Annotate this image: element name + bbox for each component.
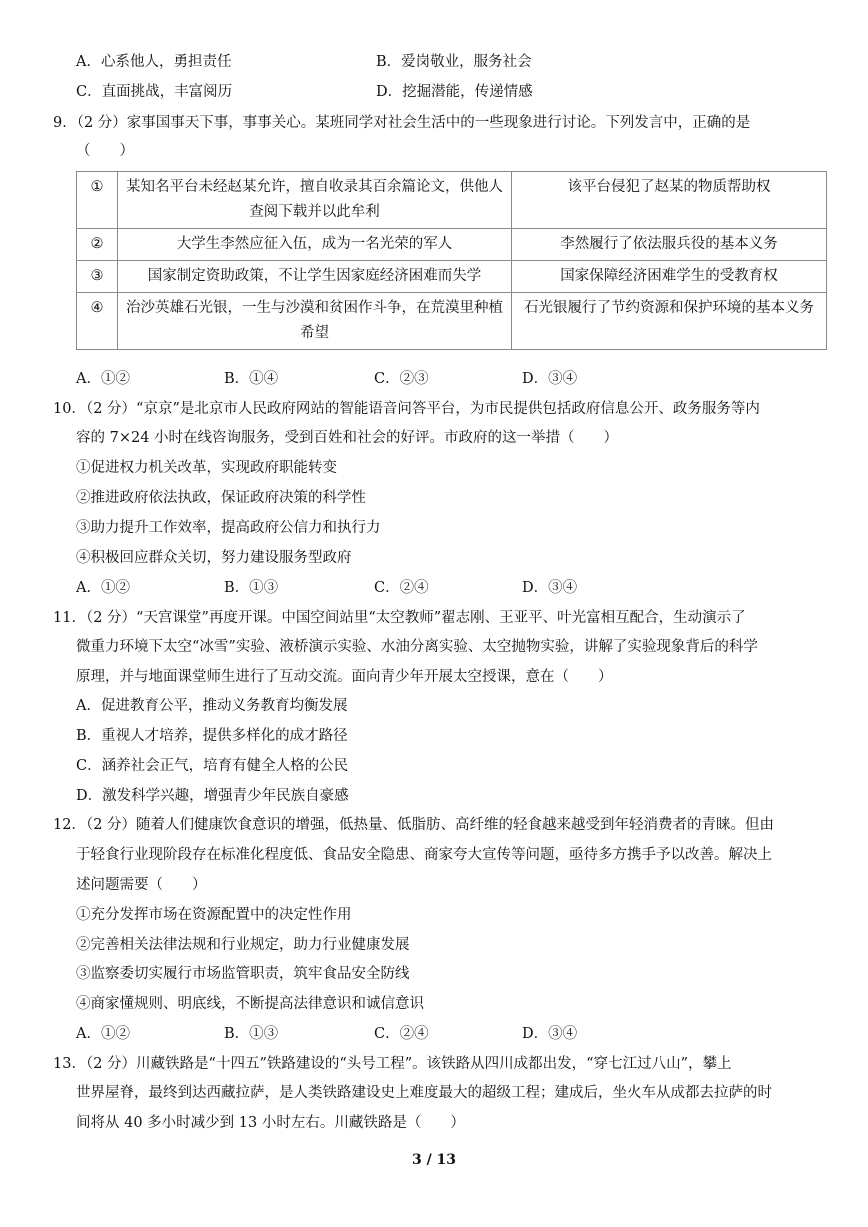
q10-item-3: ③助力提升工作效率，提高政府公信力和执行力 xyxy=(76,520,381,536)
table-cell-comment: 国家保障经济困难学生的受教育权 xyxy=(512,261,827,293)
table-cell-event: 国家制定资助政策，不让学生因家庭经济困难而失学 xyxy=(118,261,512,293)
table-cell-num: ④ xyxy=(77,293,118,350)
q10-option-c: C．②④ xyxy=(374,580,429,596)
option-a: A．心系他人，勇担责任 xyxy=(76,54,232,70)
q12-option-b: B．①③ xyxy=(224,1026,279,1042)
question-11-stem-line2: 微重力环境下太空“冰雪”实验、液桥演示实验、水油分离实验、太空抛物实验，讲解了实验现象背后的科学 xyxy=(76,639,758,655)
table-row xyxy=(77,261,827,293)
question-13-stem-line1: 13．（2 分）川藏铁路是“十四五”铁路建设的“头号工程”。该铁路从四川成都出发，“穿七江过八山”，攀上 xyxy=(53,1056,732,1072)
q9-option-d: D．③④ xyxy=(522,371,578,387)
table-row xyxy=(77,293,827,350)
table-cell-num: ③ xyxy=(77,261,118,293)
table-cell-event: 大学生李然应征入伍，成为一名光荣的军人 xyxy=(118,229,512,261)
question-12-stem-line3: 述问题需要（ ） xyxy=(76,877,207,893)
option-b: B．爱岗敬业，服务社会 xyxy=(376,54,532,70)
option-c: C．直面挑战，丰富阅历 xyxy=(76,84,233,100)
q11-option-b: B．重视人才培养，提供多样化的成才路径 xyxy=(76,728,348,744)
q10-item-1: ①促进权力机关改革，实现政府职能转变 xyxy=(76,460,337,476)
q11-option-c: C．涵养社会正气，培育有健全人格的公民 xyxy=(76,758,349,774)
q10-item-2: ②推进政府依法执政，保证政府决策的科学性 xyxy=(76,490,366,506)
question-9-answer-blank: （ ） xyxy=(76,143,134,159)
table-row xyxy=(77,229,827,261)
q12-item-4: ④商家懂规则、明底线，不断提高法律意识和诚信意识 xyxy=(76,996,424,1012)
table-cell-comment: 该平台侵犯了赵某的物质帮助权 xyxy=(512,172,827,229)
table-cell-event: 某知名平台未经赵某允许，擅自收录其百余篇论文，供他人查阅下载并以此牟利 xyxy=(118,172,512,229)
question-10-stem-line2: 容的 7×24 小时在线咨询服务，受到百姓和社会的好评。市政府的这一举措（ ） xyxy=(76,430,619,446)
question-10-stem-line1: 10．（2 分）“京京”是北京市人民政府网站的智能语音问答平台，为市民提供包括政府信息公开、政务服务等内 xyxy=(53,401,760,417)
question-12-stem-line2: 于轻食行业现阶段存在标准化程度低、食品安全隐患、商家夸大宣传等问题，亟待多方携手予以改善。解决上 xyxy=(76,847,772,863)
q10-item-4: ④积极回应群众关切，努力建设服务型政府 xyxy=(76,550,352,566)
q10-option-a: A．①② xyxy=(76,580,130,596)
q9-option-c: C．②③ xyxy=(374,371,429,387)
q12-option-c: C．②④ xyxy=(374,1026,429,1042)
q10-option-d: D．③④ xyxy=(522,580,578,596)
table-cell-num: ① xyxy=(77,172,118,229)
table-cell-comment: 石光银履行了节约资源和保护环境的基本义务 xyxy=(512,293,827,350)
q11-option-d: D．激发科学兴趣，增强青少年民族自豪感 xyxy=(76,788,349,804)
question-9-table xyxy=(76,171,827,350)
q12-item-1: ①充分发挥市场在资源配置中的决定性作用 xyxy=(76,907,352,923)
q12-item-2: ②完善相关法律法规和行业规定，助力行业健康发展 xyxy=(76,937,410,953)
table-cell-comment: 李然履行了依法服兵役的基本义务 xyxy=(512,229,827,261)
question-9-stem: 9．（2 分）家事国事天下事，事事关心。某班同学对社会生活中的一些现象进行讨论。下列发言中，正确的是 xyxy=(53,115,751,131)
q12-option-a: A．①② xyxy=(76,1026,130,1042)
table-cell-num: ② xyxy=(77,229,118,261)
question-13-stem-line2: 世界屋脊，最终到达西藏拉萨，是人类铁路建设史上难度最大的超级工程；建成后，坐火车从成都去拉萨的时 xyxy=(76,1085,772,1101)
question-11-stem-line1: 11．（2 分）“天宫课堂”再度开课。中国空间站里“太空教师”翟志刚、王亚平、叶光富相互配合，生动演示了 xyxy=(53,610,746,626)
table-cell-event: 治沙英雄石光银，一生与沙漠和贫困作斗争，在荒漠里种植希望 xyxy=(118,293,512,350)
page-number: 3 / 13 xyxy=(411,1152,457,1168)
q10-option-b: B．①③ xyxy=(224,580,279,596)
q9-option-a: A．①② xyxy=(76,371,130,387)
option-d: D．挖掘潜能，传递情感 xyxy=(376,84,533,100)
q12-item-3: ③监察委切实履行市场监管职责，筑牢食品安全防线 xyxy=(76,966,410,982)
table-row xyxy=(77,172,827,229)
question-13-stem-line3: 间将从 40 多小时减少到 13 小时左右。川藏铁路是（ ） xyxy=(76,1115,465,1131)
question-11-stem-line3: 原理，并与地面课堂师生进行了互动交流。面向青少年开展太空授课，意在（ ） xyxy=(76,669,613,685)
q9-option-b: B．①④ xyxy=(224,371,279,387)
q11-option-a: A．促进教育公平，推动义务教育均衡发展 xyxy=(76,698,348,714)
question-12-stem-line1: 12．（2 分）随着人们健康饮食意识的增强，低热量、低脂肪、高纤维的轻食越来越受到年轻消费者的青睐。但由 xyxy=(53,817,775,833)
q12-option-d: D．③④ xyxy=(522,1026,578,1042)
